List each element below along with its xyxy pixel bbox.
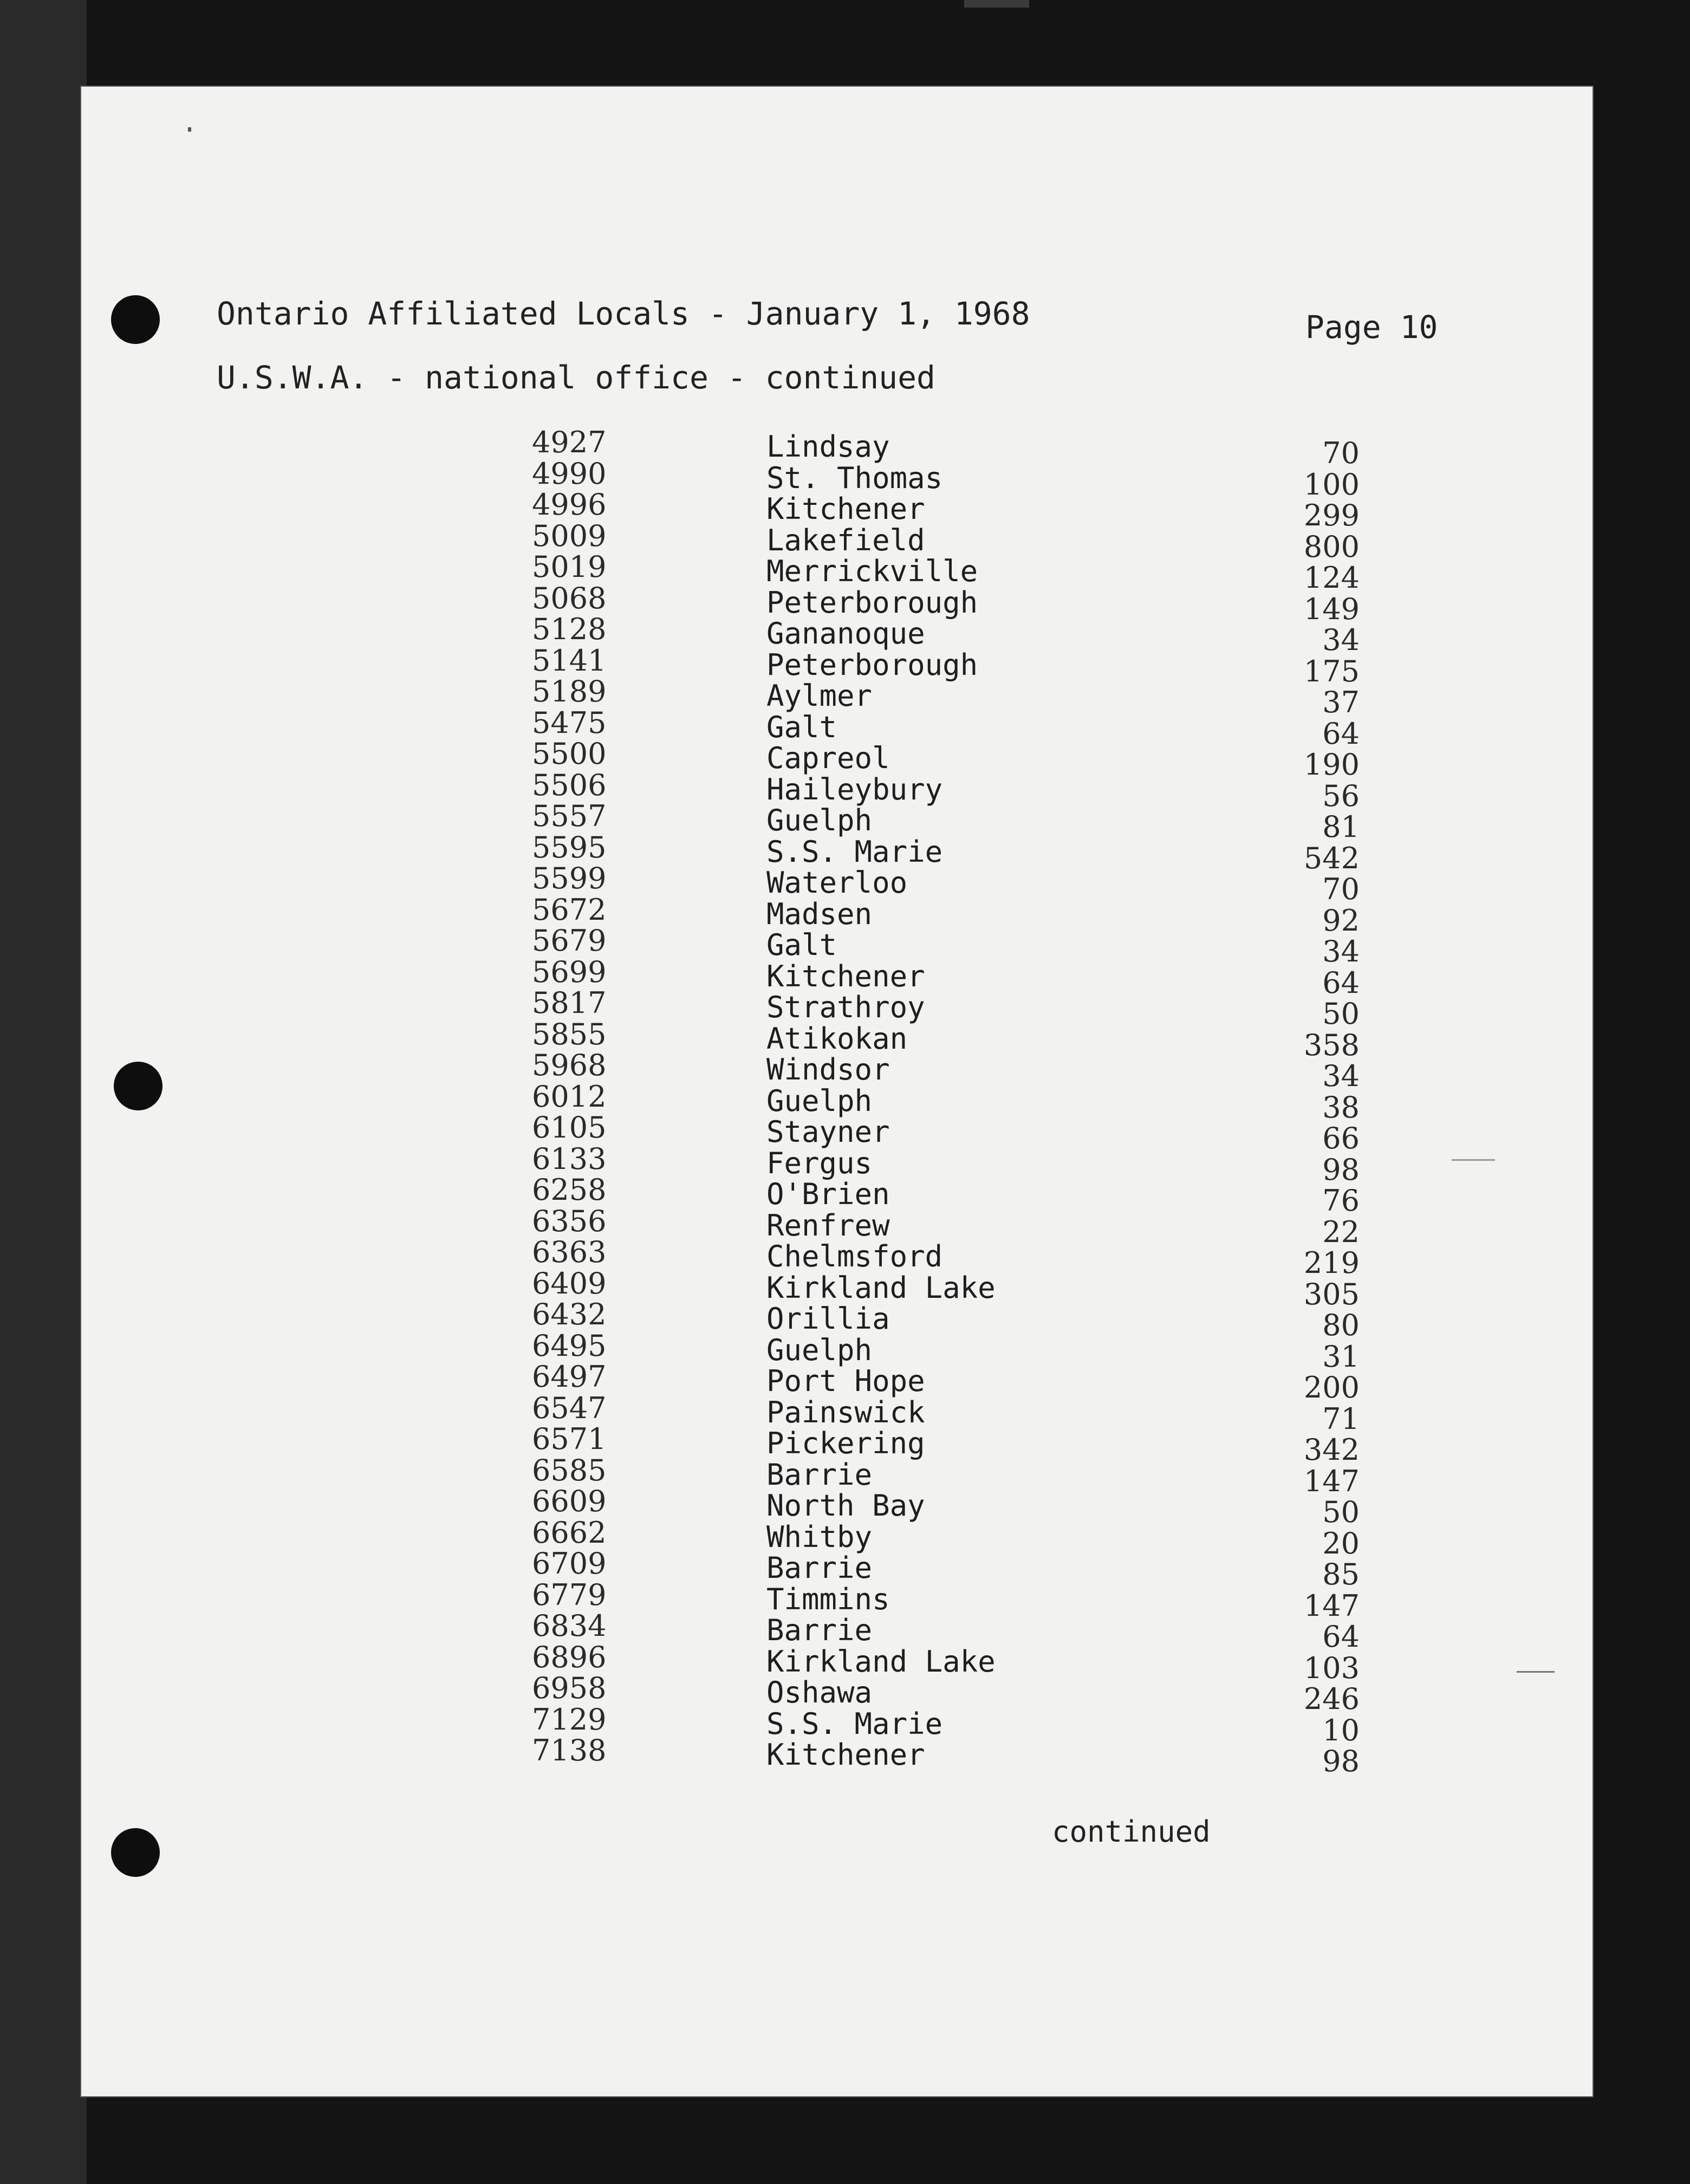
table-row	[81, 986, 1592, 1031]
table-row	[81, 674, 1592, 719]
local-city: Oshawa	[766, 1675, 873, 1709]
table-row	[81, 1546, 1592, 1591]
table-row	[81, 1110, 1592, 1155]
member-count: 98	[1322, 1744, 1360, 1778]
table-row	[81, 1702, 1592, 1747]
local-number: 5557	[532, 799, 607, 833]
table-row	[81, 954, 1592, 1000]
local-number: 5128	[532, 612, 607, 646]
local-number: 5475	[532, 705, 607, 740]
member-count: 50	[1322, 1495, 1360, 1529]
member-count: 38	[1322, 1090, 1360, 1124]
member-count: 80	[1322, 1308, 1360, 1342]
local-city: St. Thomas	[766, 460, 943, 495]
local-city: Barrie	[766, 1613, 873, 1647]
local-city: Guelph	[766, 803, 873, 837]
local-city: Atikokan	[766, 1021, 908, 1056]
local-number: 5009	[532, 518, 607, 553]
document-page	[81, 87, 1592, 2096]
member-count: 190	[1303, 748, 1360, 782]
local-city: Strathroy	[766, 990, 925, 1024]
table-row	[81, 487, 1592, 532]
member-count: 542	[1303, 841, 1360, 875]
local-number: 5595	[532, 830, 607, 864]
local-city: Peterborough	[766, 585, 978, 620]
scan-top-mark	[964, 0, 1029, 8]
member-count: 66	[1322, 1121, 1360, 1155]
local-number: 5672	[532, 892, 607, 927]
table-row	[81, 1297, 1592, 1342]
local-city: Barrie	[766, 1457, 873, 1492]
local-city: Peterborough	[766, 647, 978, 682]
local-city: Guelph	[766, 1332, 873, 1367]
local-number: 5141	[532, 643, 607, 678]
member-count: 56	[1322, 778, 1360, 813]
local-city: Whitby	[766, 1519, 873, 1554]
local-number: 6547	[532, 1390, 607, 1425]
member-count: 219	[1303, 1246, 1360, 1280]
local-number: 7138	[532, 1733, 607, 1767]
table-row	[81, 1453, 1592, 1498]
table-row	[81, 456, 1592, 502]
table-row	[81, 705, 1592, 751]
local-city: Barrie	[766, 1551, 873, 1585]
local-number: 6958	[532, 1671, 607, 1705]
member-count: 103	[1303, 1650, 1360, 1685]
member-count: 200	[1303, 1370, 1360, 1405]
member-count: 50	[1322, 997, 1360, 1031]
local-number: 6012	[532, 1079, 607, 1114]
member-count: 70	[1322, 872, 1360, 906]
local-number: 6585	[532, 1453, 607, 1487]
local-number: 6709	[532, 1546, 607, 1581]
table-row	[81, 1577, 1592, 1623]
local-city: Lakefield	[766, 523, 925, 557]
member-count: 85	[1322, 1557, 1360, 1591]
document-title: Ontario Affiliated Locals - January 1, 1968	[217, 295, 1030, 332]
local-city: Haileybury	[766, 772, 943, 807]
member-count: 10	[1322, 1713, 1360, 1747]
local-number: 5699	[532, 954, 607, 989]
table-row	[81, 1484, 1592, 1529]
local-city: Fergus	[766, 1146, 873, 1180]
local-city: Kitchener	[766, 492, 925, 526]
local-city: Windsor	[766, 1052, 890, 1087]
document-subtitle: U.S.W.A. - national office - continued	[217, 359, 935, 396]
local-city: Merrickville	[766, 554, 978, 588]
local-number: 6896	[532, 1640, 607, 1674]
member-count: 22	[1322, 1214, 1360, 1249]
local-city: Port Hope	[766, 1364, 925, 1398]
local-number: 5679	[532, 924, 607, 958]
member-count: 34	[1322, 934, 1360, 968]
local-city: Renfrew	[766, 1208, 890, 1243]
local-city: S.S. Marie	[766, 834, 943, 869]
member-count: 34	[1322, 623, 1360, 657]
member-count: 64	[1322, 1620, 1360, 1654]
local-city: North Bay	[766, 1488, 925, 1523]
locals-list	[81, 425, 1592, 1778]
local-city: O'Brien	[766, 1177, 890, 1211]
local-number: 6662	[532, 1515, 607, 1550]
table-row	[81, 1048, 1592, 1093]
local-city: Gananoque	[766, 616, 925, 651]
local-number: 6609	[532, 1484, 607, 1518]
local-number: 5068	[532, 581, 607, 615]
local-number: 6432	[532, 1297, 607, 1331]
member-count: 246	[1303, 1682, 1360, 1716]
local-city: Orillia	[766, 1302, 890, 1336]
local-number: 6356	[532, 1204, 607, 1238]
table-row	[81, 425, 1592, 470]
member-count: 175	[1303, 654, 1360, 688]
table-row	[81, 612, 1592, 657]
local-city: Galt	[766, 710, 837, 744]
table-row	[81, 1733, 1592, 1778]
table-row	[81, 892, 1592, 938]
local-city: Aylmer	[766, 679, 873, 713]
table-row	[81, 1640, 1592, 1685]
table-row	[81, 737, 1592, 782]
local-city: Stayner	[766, 1115, 890, 1149]
local-city: Lindsay	[766, 430, 890, 464]
local-number: 6133	[532, 1141, 607, 1176]
local-number: 6495	[532, 1328, 607, 1363]
local-number: 5500	[532, 737, 607, 771]
member-count: 342	[1303, 1433, 1360, 1467]
member-count: 800	[1303, 529, 1360, 564]
continued-note: continued	[1052, 1815, 1211, 1849]
member-count: 81	[1322, 810, 1360, 844]
member-count: 147	[1303, 1464, 1360, 1498]
table-row	[81, 550, 1592, 595]
scan-speck	[188, 127, 191, 132]
local-number: 5189	[532, 674, 607, 708]
member-count: 92	[1322, 903, 1360, 938]
local-city: Waterloo	[766, 866, 908, 900]
table-row	[81, 1671, 1592, 1716]
member-count: 64	[1322, 965, 1360, 1000]
table-row	[81, 643, 1592, 688]
member-count: 147	[1303, 1588, 1360, 1623]
local-city: Kirkland Lake	[766, 1644, 996, 1679]
local-number: 6363	[532, 1235, 607, 1269]
table-row	[81, 1515, 1592, 1561]
local-city: Galt	[766, 928, 837, 962]
member-count: 76	[1322, 1184, 1360, 1218]
local-number: 5506	[532, 768, 607, 802]
table-row	[81, 1390, 1592, 1436]
local-city: Painswick	[766, 1395, 925, 1429]
scan-edge-strip	[0, 0, 87, 2184]
local-number: 5968	[532, 1048, 607, 1082]
table-row	[81, 799, 1592, 844]
local-city: Capreol	[766, 741, 890, 775]
member-count: 124	[1303, 561, 1360, 595]
local-number: 5019	[532, 550, 607, 584]
table-row	[81, 1204, 1592, 1249]
member-count: 305	[1303, 1277, 1360, 1311]
local-number: 6105	[532, 1110, 607, 1145]
local-number: 6409	[532, 1266, 607, 1301]
local-city: Chelmsford	[766, 1239, 943, 1273]
member-count: 20	[1322, 1526, 1360, 1561]
table-row	[81, 1173, 1592, 1218]
local-number: 6834	[532, 1609, 607, 1643]
local-city: Guelph	[766, 1083, 873, 1118]
table-row	[81, 1422, 1592, 1467]
member-count: 37	[1322, 685, 1360, 719]
member-count: 299	[1303, 498, 1360, 532]
local-number: 6779	[532, 1577, 607, 1612]
local-number: 5855	[532, 1017, 607, 1051]
local-number: 6258	[532, 1173, 607, 1207]
local-city: S.S. Marie	[766, 1706, 943, 1741]
member-count: 34	[1322, 1059, 1360, 1093]
member-count: 70	[1322, 436, 1360, 470]
table-row	[81, 518, 1592, 564]
table-row	[81, 1079, 1592, 1124]
table-row	[81, 1141, 1592, 1187]
local-number: 6571	[532, 1422, 607, 1456]
local-number: 4927	[532, 425, 607, 459]
member-count: 31	[1322, 1339, 1360, 1374]
table-row	[81, 924, 1592, 968]
local-number: 4996	[532, 487, 607, 522]
local-number: 6497	[532, 1360, 607, 1394]
local-city: Pickering	[766, 1426, 925, 1460]
scan-speck	[1517, 1671, 1555, 1673]
punch-hole-top	[111, 295, 160, 344]
member-count: 98	[1322, 1152, 1360, 1187]
local-number: 7129	[532, 1702, 607, 1737]
table-row	[81, 861, 1592, 906]
table-row	[81, 1360, 1592, 1405]
table-row	[81, 1235, 1592, 1280]
scan-speck	[1452, 1159, 1495, 1161]
table-row	[81, 768, 1592, 813]
local-city: Kitchener	[766, 959, 925, 993]
local-city: Timmins	[766, 1582, 890, 1616]
table-row	[81, 581, 1592, 626]
member-count: 358	[1303, 1028, 1360, 1062]
local-number: 4990	[532, 456, 607, 491]
local-city: Kitchener	[766, 1738, 925, 1772]
member-count: 100	[1303, 467, 1360, 502]
table-row	[81, 1266, 1592, 1311]
member-count: 64	[1322, 716, 1360, 751]
table-row	[81, 1609, 1592, 1654]
punch-hole-bottom	[111, 1828, 160, 1877]
member-count: 71	[1322, 1401, 1360, 1436]
local-city: Madsen	[766, 896, 873, 931]
page-number: Page 10	[1305, 309, 1438, 346]
table-row	[81, 830, 1592, 875]
local-number: 5599	[532, 861, 607, 895]
table-row	[81, 1328, 1592, 1374]
local-city: Kirkland Lake	[766, 1270, 996, 1305]
member-count: 149	[1303, 592, 1360, 626]
table-row	[81, 1017, 1592, 1062]
local-number: 5817	[532, 986, 607, 1020]
